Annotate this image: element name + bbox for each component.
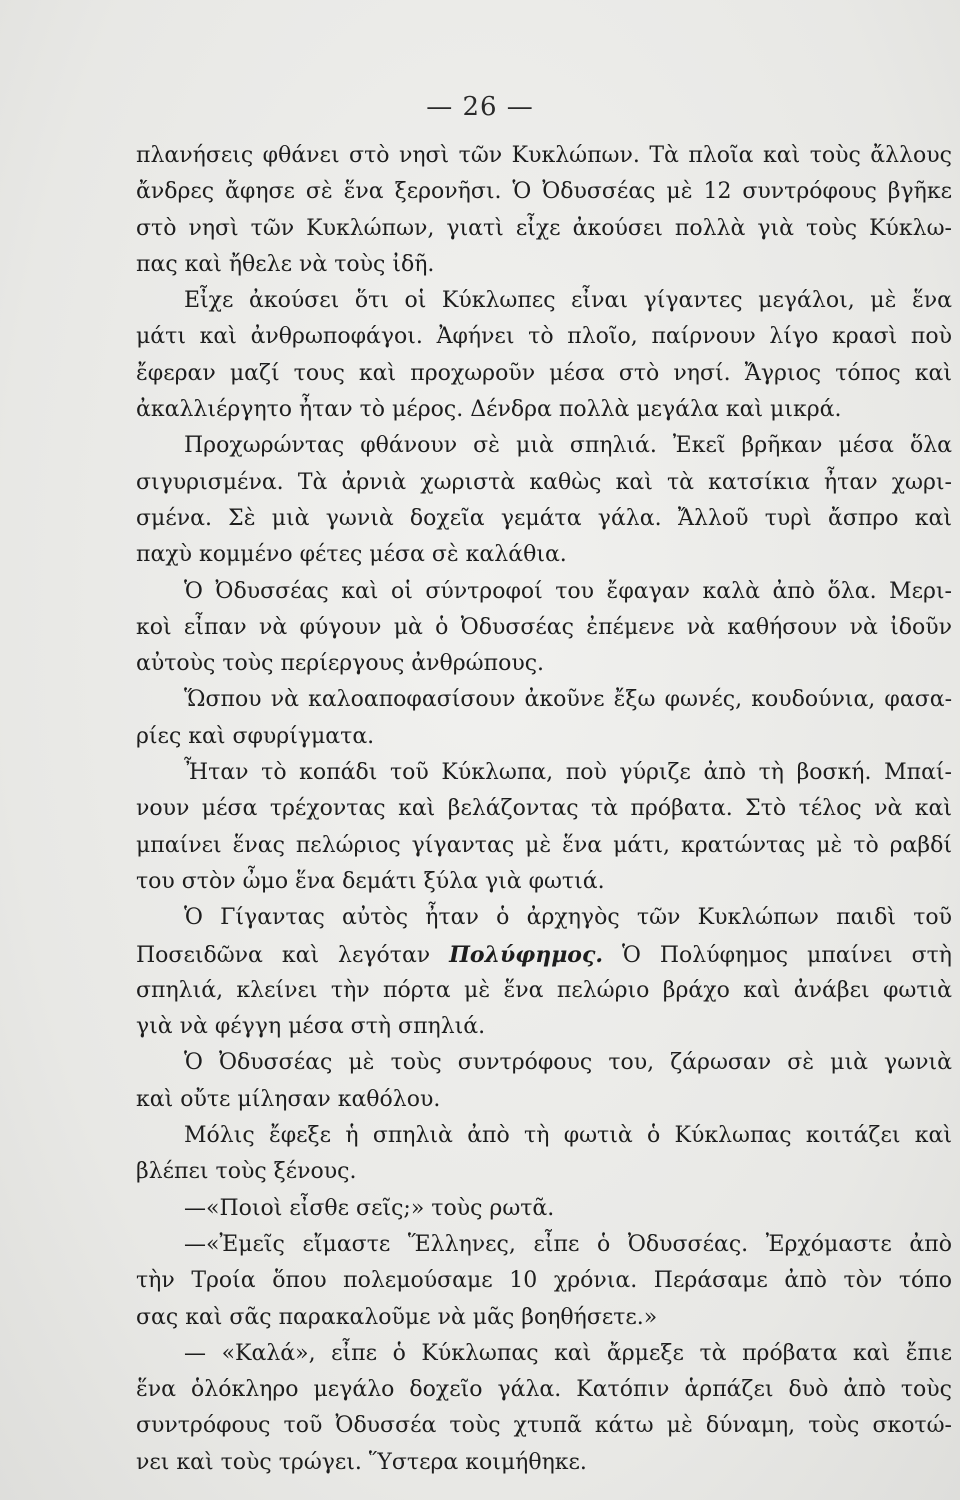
text-line: κοὶ εἶπαν νὰ φύγουν μὰ ὁ Ὀδυσσέας ἐπέμενε νὰ καθήσουν νὰ ἰδοῦν <box>136 614 952 640</box>
text-line: σας καὶ σᾶς παρακαλοῦμε νὰ μᾶς βοηθήσετε.» <box>136 1304 658 1330</box>
text-line: βλέπει τοὺς ξένους. <box>136 1159 357 1185</box>
text-line: νουν μέσα τρέχοντας καὶ βελάζοντας τὰ πρόβατα. Στὸ τέλος νὰ καὶ <box>136 796 952 822</box>
text-line: πλανήσεις φθάνει στὸ νησὶ τῶν Κυκλώπων. Τὰ πλοῖα καὶ τοὺς ἄλλους <box>136 143 952 168</box>
text-line: τὴν Τροία ὅπου πολεμούσαμε 10 χρόνια. Περάσαμε ἀπὸ τὸν τόπο <box>136 1268 952 1294</box>
text-line: Ὥσπου νὰ καλοαποφασίσουν ἀκοῦνε ἔξω φωνές, κουδούνια, φασα- <box>184 687 952 713</box>
text-line: — «Καλά», εἶπε ὁ Κύκλωπας καὶ ἄρμεξε τὰ πρόβατα καὶ ἔπιε <box>184 1340 952 1366</box>
text-line: ἕνα ὁλόκληρο μεγάλο δοχεῖο γάλα. Κατόπιν ἁρπάζει δυὸ ἀπὸ τοὺς <box>136 1377 952 1403</box>
text-line: συντρόφους τοῦ Ὀδυσσέα τοὺς χτυπᾶ κάτω μὲ δύναμη, τοὺς σκοτώ- <box>136 1413 952 1439</box>
text-line: Ὁ Γίγαντας αὐτὸς ἦταν ὁ ἀρχηγὸς τῶν Κυκλώπων παιδὶ τοῦ <box>184 905 952 931</box>
text-line: Προχωρώντας φθάνουν σὲ μιὰ σπηλιά. Ἐκεῖ βρῆκαν μέσα ὅλα <box>184 433 952 459</box>
page-body-text <box>136 138 952 1481</box>
text-line: του στὸν ὦμο ἕνα δεμάτι ξύλα γιὰ φωτιά. <box>136 868 605 894</box>
text-line: παχὺ κομμένο φέτες μέσα σὲ καλάθια. <box>136 542 567 568</box>
text-line: νει καὶ τοὺς τρώγει. Ὕστερα κοιμήθηκε. <box>136 1449 587 1475</box>
emphasized-name: Πολύφημος. <box>449 941 604 968</box>
text-line: Ὁ Ὀδυσσέας καὶ οἱ σύντροφοί του ἔφαγαν καλὰ ἀπὸ ὅλα. Μερι- <box>184 578 952 604</box>
text-line: σπηλιά, κλείνει τὴν πόρτα μὲ ἕνα πελώριο βράχο καὶ ἀνάβει φωτιὰ <box>136 977 952 1003</box>
text-line: ἀκαλλιέργητο ἦταν τὸ μέρος. Δένδρα πολλὰ μεγάλα καὶ μικρά. <box>136 397 842 423</box>
text-line: Εἶχε ἀκούσει ὅτι οἱ Κύκλωπες εἶναι γίγαντες μεγάλοι, μὲ ἕνα <box>184 288 952 314</box>
text-line: μπαίνει ἕνας πελώριος γίγαντας μὲ ἕνα μάτι, κρατώντας μὲ τὸ ραβδί <box>136 832 952 858</box>
text-line: ἔφεραν μαζί τους καὶ προχωροῦν μέσα στὸ νησί. Ἄγριος τόπος καὶ <box>136 360 952 386</box>
text-line: Ποσειδῶνα καὶ λεγόταν Πολύφημος. Ὁ Πολύφημος μπαίνει στὴ <box>136 941 952 968</box>
text-line: Ἦταν τὸ κοπάδι τοῦ Κύκλωπα, ποὺ γύριζε ἀπὸ τὴ βοσκή. Μπαί- <box>184 760 952 786</box>
text-line: Μόλις ἔφεξε ἡ σπηλιὰ ἀπὸ τὴ φωτιὰ ὁ Κύκλωπας κοιτάζει καὶ <box>184 1123 952 1149</box>
page-number: — 26 — <box>426 92 534 122</box>
text-line: ἄνδρες ἄφησε σὲ ἕνα ξερονῆσι. Ὁ Ὀδυσσέας μὲ 12 συντρόφους βγῆκε <box>136 179 952 205</box>
text-line: Ὁ Ὀδυσσέας μὲ τοὺς συντρόφους του, ζάρωσαν σὲ μιὰ γωνιὰ <box>184 1050 952 1076</box>
text-line: —«Ἐμεῖς εἴμαστε Ἕλληνες, εἶπε ὁ Ὀδυσσέας. Ἐρχόμαστε ἀπὸ <box>184 1231 952 1257</box>
text-line: καὶ οὔτε μίλησαν καθόλου. <box>136 1086 441 1112</box>
text-line: πας καὶ ἤθελε νὰ τοὺς ἰδῆ. <box>136 251 435 277</box>
text-line: γιὰ νὰ φέγγη μέσα στὴ σπηλιά. <box>136 1014 486 1040</box>
text-line: —«Ποιοὶ εἶσθε σεῖς;» τοὺς ρωτᾶ. <box>184 1195 555 1221</box>
text-line: ρίες καὶ σφυρίγματα. <box>136 723 375 749</box>
text-line: σιγυρισμένα. Τὰ ἀρνιὰ χωριστὰ καθὼς καὶ τὰ κατσίκια ἦταν χωρι- <box>136 469 952 495</box>
text-line: σμένα. Σὲ μιὰ γωνιὰ δοχεῖα γεμάτα γάλα. Ἄλλοῦ τυρὶ ἄσπρο καὶ <box>136 505 952 531</box>
text-line: μάτι καὶ ἀνθρωποφάγοι. Ἀφήνει τὸ πλοῖο, παίρνουν λίγο κρασὶ ποὺ <box>136 324 952 350</box>
text-line: στὸ νησὶ τῶν Κυκλώπων, γιατὶ εἶχε ἀκούσει πολλὰ γιὰ τοὺς Κύκλω- <box>136 215 952 241</box>
text-line: αὐτοὺς τοὺς περίεργους ἀνθρώπους. <box>136 651 545 677</box>
